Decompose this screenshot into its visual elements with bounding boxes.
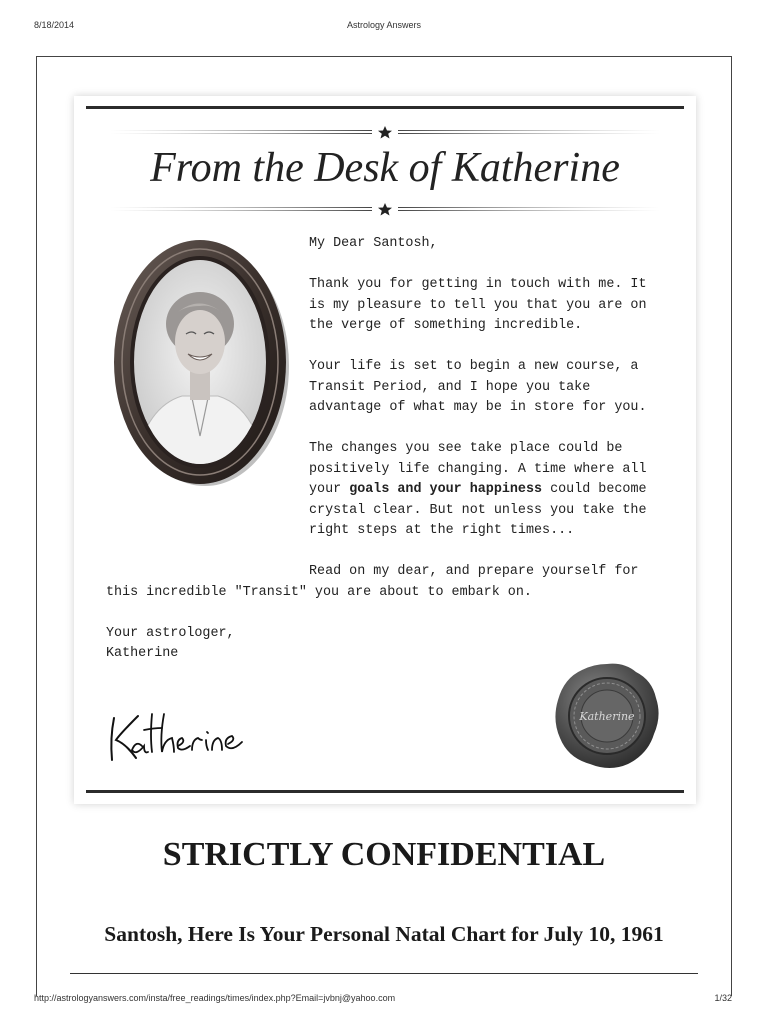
letter-paragraph: Your life is set to begin a new course, a Transit Period, and I hope you take advantage of what may be in store for you.: [309, 359, 647, 415]
letter-body: [106, 234, 666, 685]
bottom-rule: [86, 790, 684, 793]
section-divider: [70, 973, 698, 974]
print-date: 8/18/2014: [34, 20, 75, 30]
letter-card: [74, 96, 696, 804]
headline: STRICTLY CONFIDENTIAL: [162, 836, 606, 873]
svg-text:Katherine: Katherine: [579, 710, 635, 723]
letter-greeting: My Dear Santosh,: [309, 236, 438, 251]
print-header: [0, 20, 768, 34]
letter-closing: Your astrologer, Katherine: [106, 625, 235, 661]
wax-seal-icon: [552, 660, 662, 772]
subheadline: Santosh, Here Is Your Personal Natal Chart for July 10, 1961: [104, 922, 664, 946]
letter-paragraph: Read on my dear, and prepare yourself for this incredible "Transit" you are about to embark on.: [106, 564, 639, 600]
signature: [106, 706, 246, 764]
letter-paragraph: Thank you for getting in touch with me. It is my pleasure to tell you that you are on the verge of something incredible.: [309, 277, 647, 333]
emphasis-text: goals and your happiness: [349, 482, 543, 497]
letter-paragraph: The changes you see take place could be positively life changing. A time where all your goals and your happiness could become crystal clear. But not unless you take the right steps at the right times...: [309, 441, 647, 538]
print-footer: [0, 993, 768, 1007]
print-title: Astrology Answers: [346, 20, 422, 30]
top-rule: [86, 106, 684, 109]
star-divider-icon: [110, 125, 660, 139]
star-divider-icon: [110, 202, 660, 216]
page-number: 1/32: [714, 993, 732, 1003]
letter-title: From the Desk of Katherine: [150, 145, 620, 191]
print-url[interactable]: http://astrologyanswers.com/insta/free_readings/times/index.php?Email=jvbnj@yahoo.com: [34, 993, 396, 1003]
